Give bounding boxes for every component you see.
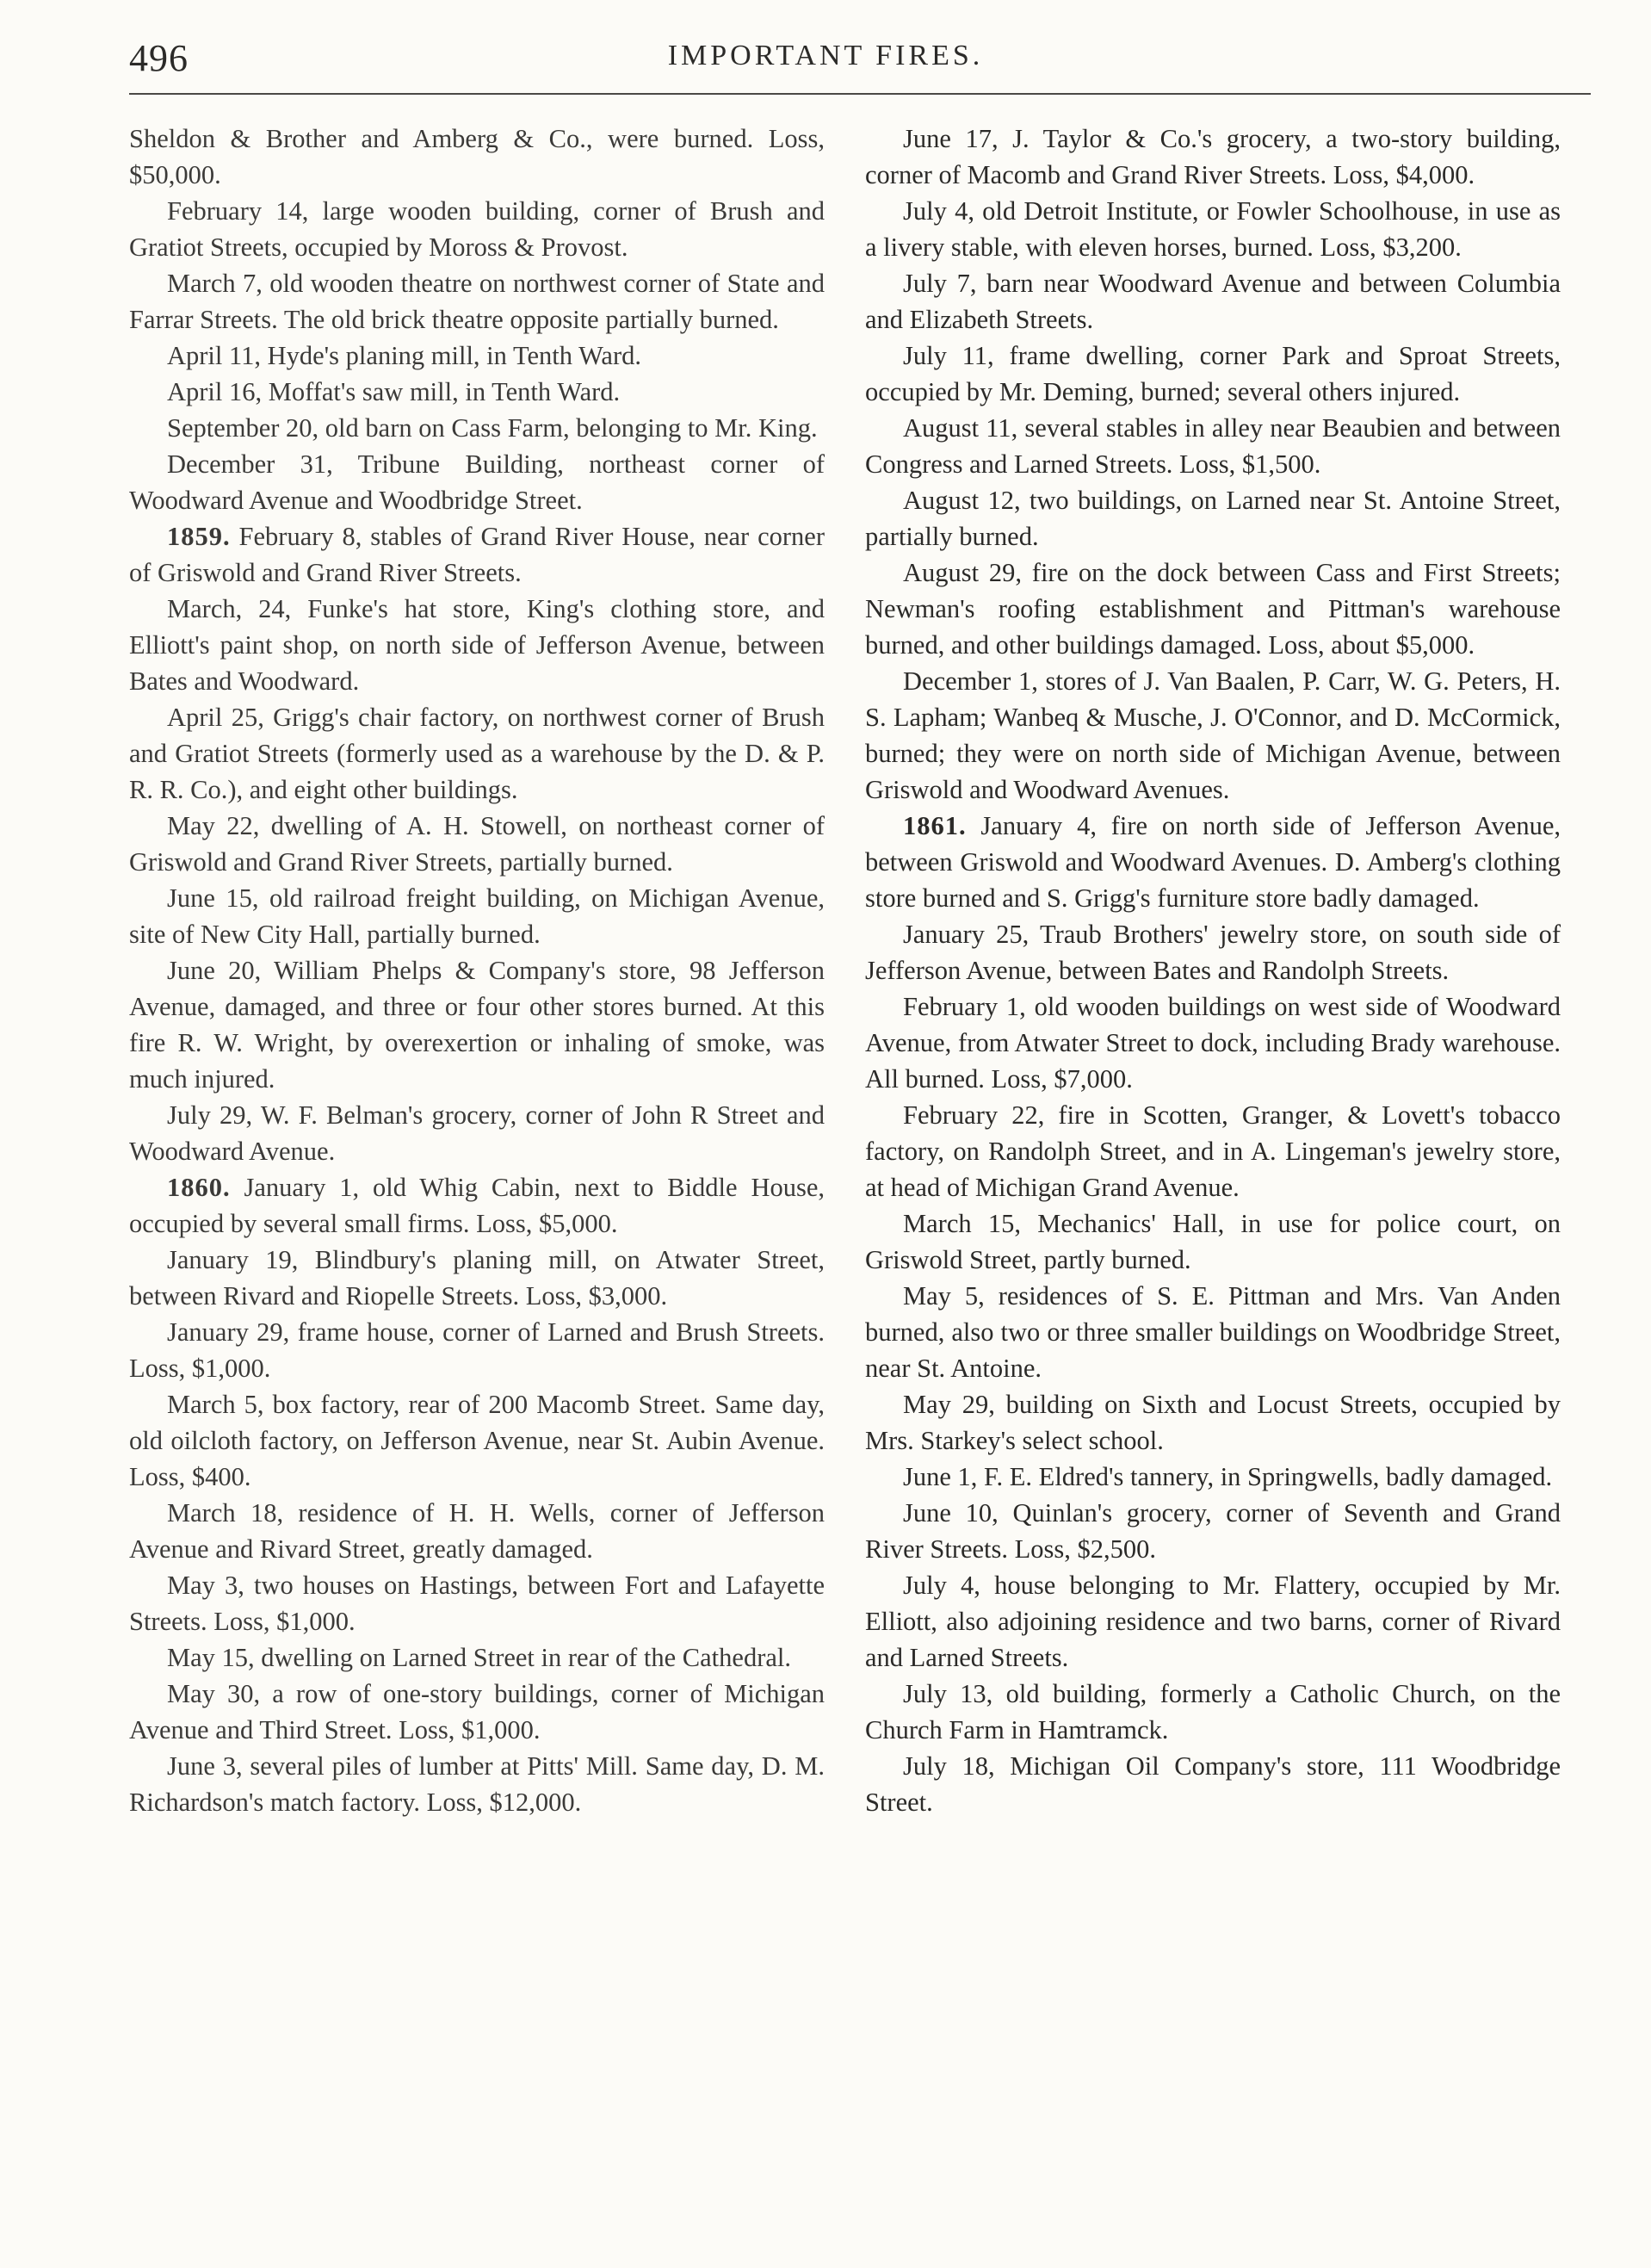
entry-text: January 19, Blindbury's planing mill, on Atwater Street, between Rivard and Riopelle Streets. Loss, $3,000. <box>129 1245 825 1311</box>
fire-entry <box>865 988 1561 1097</box>
fire-entry <box>865 1748 1561 1820</box>
entry-text: June 10, Quinlan's grocery, corner of Seventh and Grand River Streets. Loss, $2,500. <box>865 1498 1561 1564</box>
fire-entry <box>129 410 825 446</box>
fire-entry <box>865 193 1561 265</box>
entry-text: January 25, Traub Brothers' jewelry store, on south side of Jefferson Avenue, between Bates and Randolph Streets. <box>865 920 1561 985</box>
entry-text: July 4, house belonging to Mr. Flattery, occupied by Mr. Elliott, also adjoining residence and two barns, corner of Rivard and Larned Streets. <box>865 1571 1561 1672</box>
left-column <box>129 121 825 1820</box>
fire-entry <box>865 121 1561 193</box>
fire-entry <box>129 699 825 808</box>
entry-text: May 3, two houses on Hastings, between Fort and Lafayette Streets. Loss, $1,000. <box>129 1571 825 1636</box>
entry-text: June 15, old railroad freight building, on Michigan Avenue, site of New City Hall, partially burned. <box>129 883 825 949</box>
fire-entry <box>865 916 1561 988</box>
fire-entry <box>129 1386 825 1495</box>
entry-text: May 15, dwelling on Larned Street in rear of the Cathedral. <box>167 1643 791 1672</box>
entry-text: April 11, Hyde's planing mill, in Tenth Ward. <box>167 341 641 370</box>
fire-entry <box>129 193 825 265</box>
year-marker: 1859. <box>167 522 231 551</box>
fire-entry <box>129 1639 825 1676</box>
entry-text: February 1, old wooden buildings on west side of Woodward Avenue, from Atwater Street to dock, including Brady warehouse. All burned. Loss, $7,000. <box>865 992 1561 1094</box>
fire-entry <box>129 808 825 880</box>
entry-text: July 13, old building, formerly a Catholic Church, on the Church Farm in Hamtramck. <box>865 1679 1561 1744</box>
entry-text: December 1, stores of J. Van Baalen, P. Carr, W. G. Peters, H. S. Lapham; Wanbeq & Musche, J. O'Connor, and D. McCormick, burned; they were on north side of Michigan Avenue, between Griswold and Woodward Avenues. <box>865 666 1561 804</box>
entry-text: June 20, William Phelps & Company's store, 98 Jefferson Avenue, damaged, and three or four other stores burned. At this fire R. W. Wright, by overexertion or inhaling of smoke, was much injured. <box>129 956 825 1094</box>
entry-text: September 20, old barn on Cass Farm, belonging to Mr. King. <box>167 413 818 443</box>
fire-entry <box>865 808 1561 916</box>
fire-entry <box>129 1314 825 1386</box>
entry-text: May 22, dwelling of A. H. Stowell, on northeast corner of Griswold and Grand River Streets, partially burned. <box>129 811 825 877</box>
entry-text: January 1, old Whig Cabin, next to Biddle House, occupied by several small firms. Loss, $5,000. <box>129 1173 825 1238</box>
entry-text: August 12, two buildings, on Larned near St. Antoine Street, partially burned. <box>865 486 1561 551</box>
entry-text: April 16, Moffat's saw mill, in Tenth Ward. <box>167 377 621 406</box>
fire-entry <box>865 265 1561 338</box>
entry-text: July 11, frame dwelling, corner Park and Sproat Streets, occupied by Mr. Deming, burned; several others injured. <box>865 341 1561 406</box>
entry-text: December 31, Tribune Building, northeast corner of Woodward Avenue and Woodbridge Street. <box>129 449 825 515</box>
fire-entry <box>865 663 1561 808</box>
entry-text: May 29, building on Sixth and Locust Streets, occupied by Mrs. Starkey's select school. <box>865 1390 1561 1455</box>
fire-entry <box>865 1495 1561 1567</box>
fire-entry <box>129 446 825 518</box>
entry-text: February 22, fire in Scotten, Granger, & Lovett's tobacco factory, on Randolph Street, and in A. Lingeman's jewelry store, at head of Michigan Grand Avenue. <box>865 1100 1561 1202</box>
fire-entry <box>865 1097 1561 1205</box>
fire-entry <box>129 1676 825 1748</box>
fire-entry <box>129 1495 825 1567</box>
entry-text: March 5, box factory, rear of 200 Macomb Street. Same day, old oilcloth factory, on Jefferson Avenue, near St. Aubin Avenue. Loss, $400. <box>129 1390 825 1491</box>
entry-text: February 14, large wooden building, corner of Brush and Gratiot Streets, occupied by Moross & Provost. <box>129 196 825 262</box>
fire-entry <box>129 1097 825 1169</box>
entry-text: March 15, Mechanics' Hall, in use for police court, on Griswold Street, partly burned. <box>865 1209 1561 1274</box>
fire-entry <box>865 1205 1561 1278</box>
fire-entry <box>129 1567 825 1639</box>
fire-entry <box>865 555 1561 663</box>
entry-text: May 30, a row of one-story buildings, corner of Michigan Avenue and Third Street. Loss, $1,000. <box>129 1679 825 1744</box>
fire-entry <box>865 1567 1561 1676</box>
fire-entry <box>129 121 825 193</box>
fire-entry <box>129 265 825 338</box>
entry-text: July 29, W. F. Belman's grocery, corner of John R Street and Woodward Avenue. <box>129 1100 825 1166</box>
fire-entry <box>865 1459 1561 1495</box>
entry-text: July 7, barn near Woodward Avenue and between Columbia and Elizabeth Streets. <box>865 269 1561 334</box>
fire-entry <box>129 374 825 410</box>
fire-entry <box>129 1748 825 1820</box>
entry-text: January 29, frame house, corner of Larned and Brush Streets. Loss, $1,000. <box>129 1317 825 1383</box>
entry-text: March 7, old wooden theatre on northwest corner of State and Farrar Streets. The old brick theatre opposite partially burned. <box>129 269 825 334</box>
fire-entry <box>129 338 825 374</box>
fire-entry <box>865 1278 1561 1386</box>
fire-entry <box>865 482 1561 555</box>
right-column <box>865 121 1561 1820</box>
year-marker: 1860. <box>167 1173 231 1202</box>
running-title: IMPORTANT FIRES. <box>667 40 984 71</box>
entry-text: June 3, several piles of lumber at Pitts' Mill. Same day, D. M. Richardson's match factory. Loss, $12,000. <box>129 1751 825 1817</box>
fire-entry <box>129 518 825 591</box>
entry-text: July 4, old Detroit Institute, or Fowler Schoolhouse, in use as a livery stable, with eleven horses, burned. Loss, $3,200. <box>865 196 1561 262</box>
fire-entry <box>865 1386 1561 1459</box>
fire-entry <box>129 1242 825 1314</box>
entry-text: June 17, J. Taylor & Co.'s grocery, a two-story building, corner of Macomb and Grand River Streets. Loss, $4,000. <box>865 124 1561 189</box>
entry-text: June 1, F. E. Eldred's tannery, in Springwells, badly damaged. <box>903 1462 1553 1491</box>
entry-text: July 18, Michigan Oil Company's store, 111 Woodbridge Street. <box>865 1751 1561 1817</box>
entry-text: January 4, fire on north side of Jefferson Avenue, between Griswold and Woodward Avenues. D. Amberg's clothing store burned and S. Grigg's furniture store badly damaged. <box>865 811 1561 913</box>
entry-text: March 18, residence of H. H. Wells, corner of Jefferson Avenue and Rivard Street, greatly damaged. <box>129 1498 825 1564</box>
fire-entry <box>865 1676 1561 1748</box>
fire-entry <box>865 410 1561 482</box>
entry-text: February 8, stables of Grand River House, near corner of Griswold and Grand River Streets. <box>129 522 826 587</box>
fire-entry <box>129 880 825 952</box>
year-marker: 1861. <box>903 811 967 840</box>
entry-text: Sheldon & Brother and Amberg & Co., were burned. Loss, $50,000. <box>129 124 825 189</box>
header-rule <box>129 93 1591 95</box>
fire-entry <box>129 952 825 1097</box>
entry-text: April 25, Grigg's chair factory, on northwest corner of Brush and Gratiot Streets (formerly used as a warehouse by the D. & P. R. R. Co.), and eight other buildings. <box>129 703 825 804</box>
fire-entry <box>865 338 1561 410</box>
entry-text: August 29, fire on the dock between Cass and First Streets; Newman's roofing establishment and Pittman's warehouse burned, and other buildings damaged. Loss, about $5,000. <box>865 558 1561 660</box>
fire-entry <box>129 591 825 699</box>
fire-entry <box>129 1169 825 1242</box>
entry-text: May 5, residences of S. E. Pittman and Mrs. Van Anden burned, also two or three smaller buildings on Woodbridge Street, near St. Antoine. <box>865 1281 1561 1383</box>
page-number: 496 <box>129 37 189 79</box>
entry-text: March, 24, Funke's hat store, King's clothing store, and Elliott's paint shop, on north side of Jefferson Avenue, between Bates and Woodward. <box>129 594 825 696</box>
entry-text: August 11, several stables in alley near Beaubien and between Congress and Larned Streets. Loss, $1,500. <box>865 413 1561 479</box>
